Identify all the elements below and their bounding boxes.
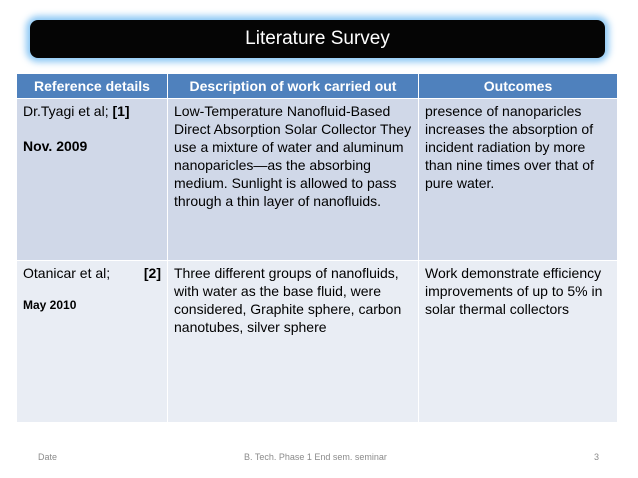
table-header-row [17, 74, 618, 99]
description-cell: Three different groups of nanofluids, with water as the base fluid, were considered, Graphite sphere, carbon nanotubes, silver sphere [168, 261, 419, 423]
header-reference-details: Reference details [17, 74, 168, 99]
table-row [17, 261, 618, 423]
reference-name: Otanicar et al; [23, 265, 111, 281]
footer-page-number: 3 [594, 452, 600, 462]
outcome-cell: Work demonstrate efficiency improvements of up to 5% in solar thermal collectors [419, 261, 618, 423]
literature-table [16, 73, 618, 423]
header-description: Description of work carried out [168, 74, 419, 99]
reference-date: Nov. 2009 [23, 138, 88, 154]
footer-date: Date [38, 452, 58, 462]
header-outcomes: Outcomes [419, 74, 618, 99]
slide-title: Literature Survey [245, 28, 390, 49]
reference-date: May 2010 [23, 298, 77, 312]
footer-center: B. Tech. Phase 1 End sem. seminar [244, 452, 387, 462]
reference-number: [2] [143, 265, 161, 281]
reference-name: Dr.Tyagi et al; [23, 103, 113, 119]
description-cell: Low-Temperature Nanofluid-Based Direct Absorption Solar Collector They use a mixture of water and aluminum nanoparicles—as the absorbing medium. Sunlight is allowed to pass through a thin layer of nanofluids. [168, 99, 419, 261]
reference-cell [17, 99, 168, 261]
reference-cell [17, 261, 168, 423]
reference-number: [1] [112, 103, 130, 119]
table-row [17, 99, 618, 261]
outcome-cell: presence of nanoparicles increases the absorption of incident radiation by more than nine times over that of pure water. [419, 99, 618, 261]
slide-title-bar [30, 20, 605, 58]
